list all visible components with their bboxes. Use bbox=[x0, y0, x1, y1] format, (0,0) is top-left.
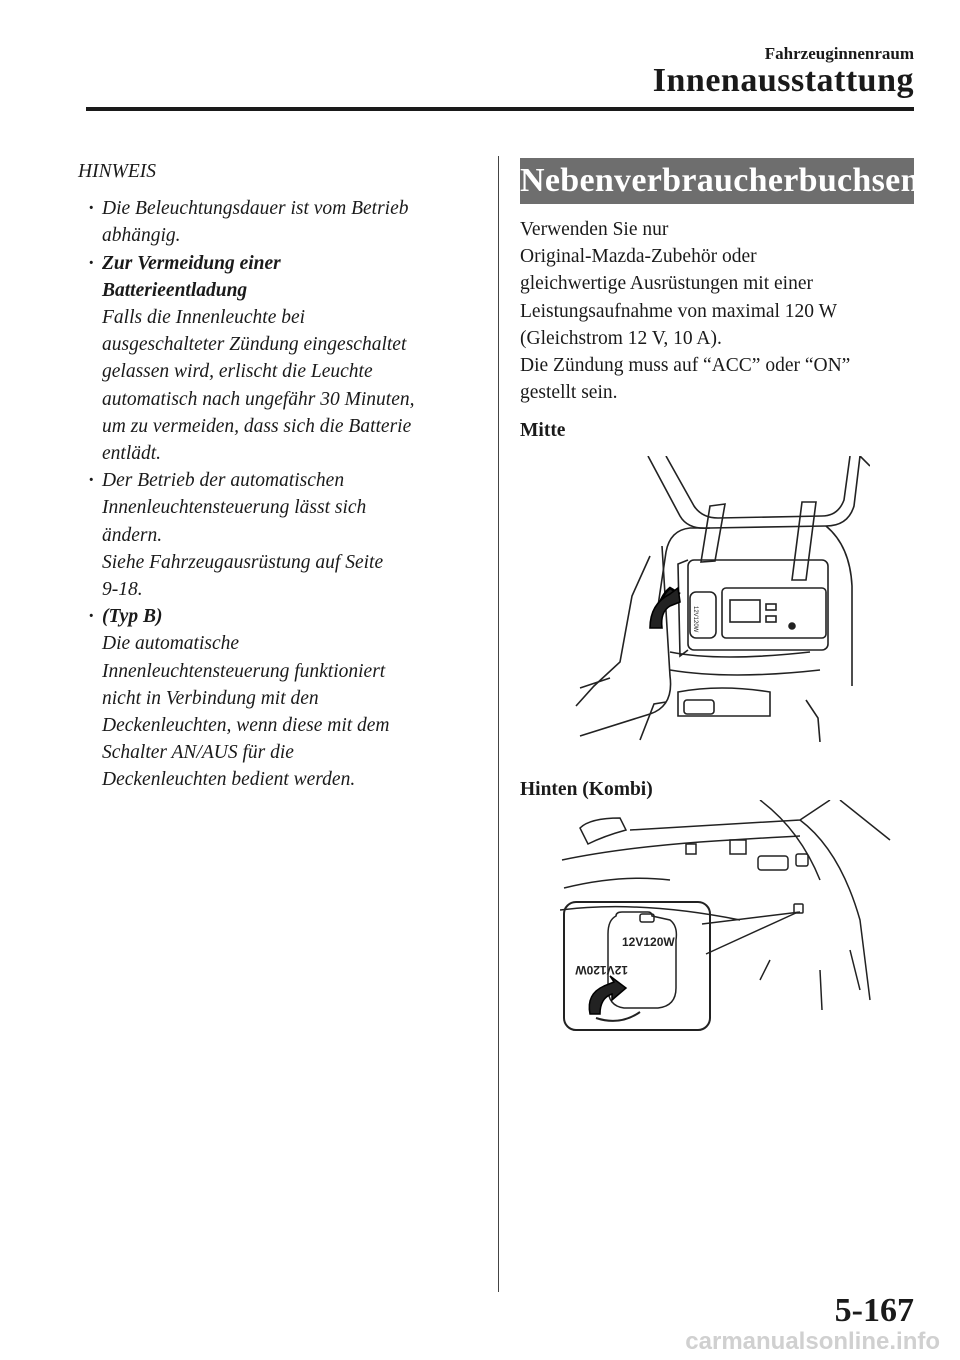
note-line: nicht in Verbindung mit den bbox=[102, 687, 319, 709]
bullet-icon: · bbox=[88, 252, 95, 274]
note-title: HINWEIS bbox=[78, 161, 156, 182]
note-heading: Zur Vermeidung einer bbox=[102, 252, 281, 274]
note-line: gelassen wird, erlischt die Leuchte bbox=[102, 361, 373, 383]
note-item bbox=[78, 195, 478, 249]
note-item bbox=[78, 467, 478, 603]
subheading-rear: Hinten (Kombi) bbox=[520, 779, 653, 800]
body-line: Verwenden Sie nur bbox=[520, 219, 669, 240]
note-line: automatisch nach ungefähr 30 Minuten, bbox=[102, 388, 415, 410]
note-line: Innenleuchtensteuerung lässt sich bbox=[102, 497, 367, 519]
note-line: ausgeschalteter Zündung eingeschaltet bbox=[102, 334, 407, 356]
note-line: Deckenleuchten bedient werden. bbox=[102, 769, 356, 791]
note-line: Schalter AN/AUS für die bbox=[102, 742, 294, 764]
socket-label-center: 12V120W bbox=[692, 606, 698, 633]
note-line: Falls die Innenleuchte bei bbox=[102, 307, 306, 329]
page-number: 5-167 bbox=[834, 1292, 914, 1329]
subheading-center: Mitte bbox=[520, 420, 566, 442]
body-line: Original-Mazda-Zubehör oder bbox=[520, 246, 757, 268]
note-line: um zu vermeiden, dass sich die Batterie bbox=[102, 415, 412, 437]
section-body bbox=[520, 216, 920, 406]
socket-label-rear-flipped: 12V120W bbox=[575, 963, 628, 977]
rear-cargo-illustration bbox=[560, 800, 910, 1035]
running-header-chapter: Innenausstattung bbox=[652, 62, 914, 99]
note-line: abhängig. bbox=[102, 225, 181, 247]
bullet-icon: · bbox=[88, 470, 95, 492]
watermark: carmanualsonline.info bbox=[685, 1328, 940, 1355]
note-line: Die automatische bbox=[102, 633, 240, 655]
body-line: (Gleichstrom 12 V, 10 A). bbox=[520, 327, 722, 349]
body-line: Leistungsaufnahme von maximal 120 W bbox=[520, 300, 837, 322]
socket-label-rear: 12V120W bbox=[622, 935, 675, 949]
note-line: Deckenleuchten, wenn diese mit dem bbox=[102, 715, 390, 737]
note-heading: (Typ B) bbox=[102, 606, 163, 628]
note-line: Die Beleuchtungsdauer ist vom Betrieb bbox=[102, 198, 409, 220]
body-line: Die Zündung muss auf “ACC” oder “ON” bbox=[520, 355, 851, 377]
note-line: Innenleuchtensteuerung funktioniert bbox=[102, 660, 386, 682]
bullet-icon: · bbox=[88, 606, 95, 628]
note-heading: Batterieentladung bbox=[102, 279, 248, 301]
note-box bbox=[78, 158, 478, 794]
running-header-section: Fahrzeuginnenraum bbox=[764, 44, 914, 63]
note-line: entlädt. bbox=[102, 443, 162, 465]
body-line: gestellt sein. bbox=[520, 382, 618, 404]
center-console-illustration bbox=[570, 456, 870, 742]
note-item bbox=[78, 603, 478, 793]
bullet-icon: · bbox=[88, 198, 95, 220]
header-rule bbox=[86, 107, 914, 111]
note-line: ändern. bbox=[102, 524, 163, 546]
column-divider bbox=[498, 156, 499, 1292]
section-column bbox=[520, 158, 920, 442]
note-item bbox=[78, 250, 478, 468]
note-line: Siehe Fahrzeugausrüstung auf Seite bbox=[102, 551, 384, 573]
note-line: Der Betrieb der automatischen bbox=[102, 470, 345, 492]
body-line: gleichwertige Ausrüstungen mit einer bbox=[520, 273, 813, 295]
note-line: 9-18. bbox=[102, 579, 143, 601]
section-title: Nebenverbraucherbuchsen bbox=[520, 158, 914, 204]
